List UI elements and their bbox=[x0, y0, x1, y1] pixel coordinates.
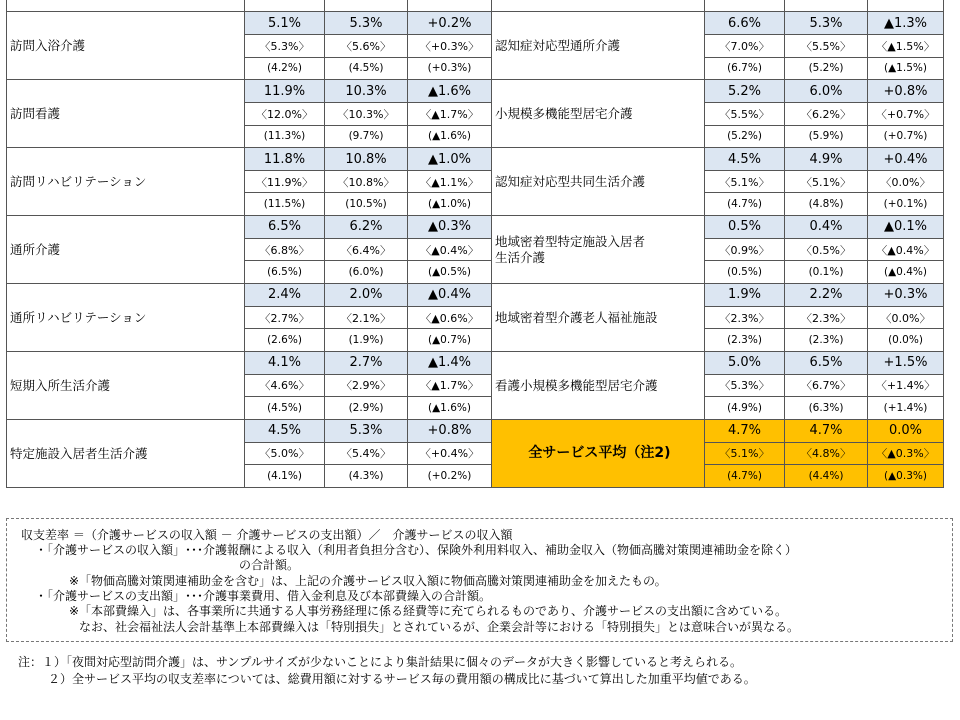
footnote-2: ２）全サービス平均の収支差率については、総費用額に対するサービス毎の費用額の構成比に基づいて算出した加重平均値である。 bbox=[48, 672, 756, 686]
service-name-text: 訪問入浴介護 bbox=[10, 38, 86, 53]
value-cell: +0.4% bbox=[868, 148, 944, 171]
value-cell: (4.2%) bbox=[245, 57, 325, 80]
value-cell: 〈10.8%〉 bbox=[325, 170, 408, 193]
service-name bbox=[492, 216, 705, 284]
value-cell: 〈2.9%〉 bbox=[325, 374, 408, 397]
value-cell: 〈+0.3%〉 bbox=[408, 35, 492, 58]
cut-cell bbox=[785, 0, 868, 12]
value-cell: 〈+0.7%〉 bbox=[868, 102, 944, 125]
service-name-text: 短期入所生活介護 bbox=[10, 377, 111, 393]
value-cell: 11.8% bbox=[245, 148, 325, 171]
value-cell: 〈+1.4%〉 bbox=[868, 374, 944, 397]
service-name bbox=[7, 148, 245, 216]
value-cell: +0.3% bbox=[868, 284, 944, 307]
value-cell: (▲0.3%) bbox=[868, 465, 944, 488]
value-cell: 〈0.0%〉 bbox=[868, 170, 944, 193]
value-cell: (4.8%) bbox=[785, 193, 868, 216]
value-cell: ▲1.0% bbox=[408, 148, 492, 171]
value-cell: 6.5% bbox=[245, 216, 325, 239]
value-cell: 〈▲0.4%〉 bbox=[868, 238, 944, 261]
cut-cell bbox=[245, 0, 325, 12]
cut-cell bbox=[408, 0, 492, 12]
service-name-text: 通所リハビリテーション bbox=[10, 309, 147, 325]
value-cell: +1.5% bbox=[868, 351, 944, 374]
formula-text: 収支差率 ＝（介護サービスの収入額 － 介護サービスの支出額）／ 介護サービスの収入額 bbox=[21, 528, 513, 542]
expense-note: ※「本部費繰入」は、各事業所に共通する人事労務経理に係る経費等に充てられるものであり、介護サービスの支出額に含めている。 bbox=[69, 604, 788, 618]
table-row bbox=[7, 12, 944, 35]
value-cell: 〈10.3%〉 bbox=[325, 102, 408, 125]
income-note: ※「物価高騰対策関連補助金を含む」は、上記の介護サービス収入額に物価高騰対策関連補助金を加えたもの。 bbox=[69, 574, 667, 588]
value-cell: 6.6% bbox=[705, 12, 785, 35]
cut-cell bbox=[705, 0, 785, 12]
value-cell: 4.7% bbox=[705, 419, 785, 442]
value-cell: (2.3%) bbox=[785, 329, 868, 352]
value-cell: (0.0%) bbox=[868, 329, 944, 352]
value-cell: 〈▲0.3%〉 bbox=[868, 442, 944, 465]
value-cell: 5.3% bbox=[325, 12, 408, 35]
value-cell: 0.0% bbox=[868, 419, 944, 442]
service-name bbox=[7, 284, 245, 352]
value-cell: +0.8% bbox=[868, 80, 944, 103]
cut-cell bbox=[868, 0, 944, 12]
table-row bbox=[7, 284, 944, 307]
value-cell: (5.2%) bbox=[705, 125, 785, 148]
value-cell: +0.2% bbox=[408, 12, 492, 35]
service-name-text-line2: 生活介護 bbox=[495, 249, 546, 265]
definitions-box bbox=[6, 518, 953, 642]
expense-definition: ・「介護サービスの支出額」･･･介護事業費用、借入金利息及び本部費繰入の合計額。 bbox=[35, 589, 492, 603]
service-name-text: 通所介護 bbox=[10, 241, 61, 257]
value-cell: (4.5%) bbox=[325, 57, 408, 80]
service-name-text: 全サービス平均（注2) bbox=[528, 444, 671, 461]
service-name bbox=[492, 12, 705, 80]
value-cell: (▲1.0%) bbox=[408, 193, 492, 216]
value-cell: (4.7%) bbox=[705, 465, 785, 488]
value-cell: 6.2% bbox=[325, 216, 408, 239]
value-cell: 〈▲0.6%〉 bbox=[408, 306, 492, 329]
expense-note-cont: なお、社会福祉法人会計基準上本部費繰入は「特別損失」とされているが、企業会計等における「特別損失」とは意味合いが異なる。 bbox=[79, 620, 800, 634]
value-cell: 〈5.1%〉 bbox=[705, 170, 785, 193]
value-cell: 〈5.3%〉 bbox=[245, 35, 325, 58]
value-cell: 〈▲1.1%〉 bbox=[408, 170, 492, 193]
value-cell: 〈0.0%〉 bbox=[868, 306, 944, 329]
value-cell: (6.3%) bbox=[785, 397, 868, 420]
value-cell: 〈2.1%〉 bbox=[325, 306, 408, 329]
income-definition-cont: の合計額。 bbox=[239, 558, 300, 572]
income-definition: ・「介護サービスの収入額」･･･介護報酬による収入（利用者負担分含む）、保険外利用料収入、補助金収入（物価高騰対策関連補助金を除く） bbox=[35, 543, 798, 557]
value-cell: 〈5.3%〉 bbox=[705, 374, 785, 397]
value-cell: 〈5.1%〉 bbox=[705, 442, 785, 465]
value-cell: +0.8% bbox=[408, 419, 492, 442]
value-cell: 〈▲1.7%〉 bbox=[408, 374, 492, 397]
value-cell: 4.1% bbox=[245, 351, 325, 374]
value-cell: (4.9%) bbox=[705, 397, 785, 420]
service-name bbox=[492, 148, 705, 216]
table-row bbox=[7, 80, 944, 103]
table-row bbox=[7, 216, 944, 239]
value-cell: 0.4% bbox=[785, 216, 868, 239]
value-cell: (2.6%) bbox=[245, 329, 325, 352]
value-cell: 4.5% bbox=[705, 148, 785, 171]
value-cell: 6.0% bbox=[785, 80, 868, 103]
value-cell: (+1.4%) bbox=[868, 397, 944, 420]
value-cell: ▲1.3% bbox=[868, 12, 944, 35]
table-row bbox=[7, 351, 944, 374]
value-cell: ▲0.3% bbox=[408, 216, 492, 239]
value-cell: ▲1.4% bbox=[408, 351, 492, 374]
footnote-1: 注：１）「夜間対応型訪問介護」は、サンプルサイズが少ないことにより集計結果に個々のデータが大きく影響していると考えられる。 bbox=[18, 655, 742, 669]
service-name-text: 訪問リハビリテーション bbox=[10, 173, 147, 189]
value-cell: 5.3% bbox=[785, 12, 868, 35]
value-cell: (9.7%) bbox=[325, 125, 408, 148]
value-cell: 〈11.9%〉 bbox=[245, 170, 325, 193]
value-cell: 〈▲1.5%〉 bbox=[868, 35, 944, 58]
table-row bbox=[7, 419, 944, 442]
value-cell: (▲0.7%) bbox=[408, 329, 492, 352]
value-cell: 〈0.5%〉 bbox=[785, 238, 868, 261]
value-cell: 2.0% bbox=[325, 284, 408, 307]
value-cell: 5.2% bbox=[705, 80, 785, 103]
value-cell: 11.9% bbox=[245, 80, 325, 103]
service-name-text: 訪問看護 bbox=[10, 105, 61, 121]
value-cell: (4.7%) bbox=[705, 193, 785, 216]
value-cell: 2.2% bbox=[785, 284, 868, 307]
value-cell: (▲1.6%) bbox=[408, 397, 492, 420]
margin-table bbox=[6, 0, 944, 488]
value-cell: 5.3% bbox=[325, 419, 408, 442]
value-cell: (10.5%) bbox=[325, 193, 408, 216]
service-name-text: 地域密着型特定施設入居者 bbox=[495, 233, 646, 249]
value-cell: (5.9%) bbox=[785, 125, 868, 148]
value-cell: 0.5% bbox=[705, 216, 785, 239]
value-cell: (2.9%) bbox=[325, 397, 408, 420]
service-name bbox=[492, 419, 705, 487]
value-cell: (4.3%) bbox=[325, 465, 408, 488]
value-cell: 〈6.2%〉 bbox=[785, 102, 868, 125]
value-cell: 〈▲0.4%〉 bbox=[408, 238, 492, 261]
value-cell: (4.1%) bbox=[245, 465, 325, 488]
value-cell: 〈5.1%〉 bbox=[785, 170, 868, 193]
value-cell: 〈0.9%〉 bbox=[705, 238, 785, 261]
value-cell: 2.4% bbox=[245, 284, 325, 307]
value-cell: (11.5%) bbox=[245, 193, 325, 216]
value-cell: (+0.3%) bbox=[408, 57, 492, 80]
value-cell: ▲1.6% bbox=[408, 80, 492, 103]
service-name-text: 看護小規模多機能型居宅介護 bbox=[495, 377, 658, 393]
value-cell: 10.3% bbox=[325, 80, 408, 103]
value-cell: (▲1.5%) bbox=[868, 57, 944, 80]
cut-off-row bbox=[7, 0, 944, 12]
value-cell: (0.1%) bbox=[785, 261, 868, 284]
value-cell: (2.3%) bbox=[705, 329, 785, 352]
value-cell: 〈4.6%〉 bbox=[245, 374, 325, 397]
value-cell: (0.5%) bbox=[705, 261, 785, 284]
cut-cell bbox=[492, 0, 705, 12]
value-cell: 6.5% bbox=[785, 351, 868, 374]
cut-cell bbox=[7, 0, 245, 12]
value-cell: 〈6.4%〉 bbox=[325, 238, 408, 261]
value-cell: (▲0.4%) bbox=[868, 261, 944, 284]
value-cell: (1.9%) bbox=[325, 329, 408, 352]
service-name-text: 認知症対応型共同生活介護 bbox=[495, 173, 646, 189]
service-name bbox=[7, 216, 245, 284]
value-cell: 〈+0.4%〉 bbox=[408, 442, 492, 465]
service-name bbox=[7, 419, 245, 487]
value-cell: 4.9% bbox=[785, 148, 868, 171]
value-cell: (▲0.5%) bbox=[408, 261, 492, 284]
value-cell: (5.2%) bbox=[785, 57, 868, 80]
service-name bbox=[492, 284, 705, 352]
value-cell: (+0.7%) bbox=[868, 125, 944, 148]
value-cell: ▲0.4% bbox=[408, 284, 492, 307]
service-name bbox=[7, 80, 245, 148]
value-cell: 〈5.6%〉 bbox=[325, 35, 408, 58]
service-name bbox=[492, 351, 705, 419]
value-cell: ▲0.1% bbox=[868, 216, 944, 239]
value-cell: 5.0% bbox=[705, 351, 785, 374]
value-cell: 4.5% bbox=[245, 419, 325, 442]
value-cell: 〈5.5%〉 bbox=[705, 102, 785, 125]
service-name-text: 特定施設入居者生活介護 bbox=[10, 445, 148, 461]
service-name-text: 認知症対応型通所介護 bbox=[495, 38, 621, 53]
value-cell: 〈7.0%〉 bbox=[705, 35, 785, 58]
value-cell: (11.3%) bbox=[245, 125, 325, 148]
value-cell: 10.8% bbox=[325, 148, 408, 171]
value-cell: (6.5%) bbox=[245, 261, 325, 284]
value-cell: 〈12.0%〉 bbox=[245, 102, 325, 125]
value-cell: 〈4.8%〉 bbox=[785, 442, 868, 465]
value-cell: (+0.1%) bbox=[868, 193, 944, 216]
value-cell: 〈5.5%〉 bbox=[785, 35, 868, 58]
table-row bbox=[7, 148, 944, 171]
value-cell: (6.0%) bbox=[325, 261, 408, 284]
value-cell: (4.4%) bbox=[785, 465, 868, 488]
value-cell: 4.7% bbox=[785, 419, 868, 442]
value-cell: 〈6.7%〉 bbox=[785, 374, 868, 397]
value-cell: 1.9% bbox=[705, 284, 785, 307]
value-cell: 〈2.3%〉 bbox=[705, 306, 785, 329]
service-name bbox=[492, 80, 705, 148]
service-name bbox=[7, 12, 245, 80]
value-cell: 〈5.0%〉 bbox=[245, 442, 325, 465]
value-cell: 〈▲1.7%〉 bbox=[408, 102, 492, 125]
value-cell: 〈5.4%〉 bbox=[325, 442, 408, 465]
value-cell: (▲1.6%) bbox=[408, 125, 492, 148]
value-cell: (6.7%) bbox=[705, 57, 785, 80]
value-cell: 2.7% bbox=[325, 351, 408, 374]
value-cell: 〈2.7%〉 bbox=[245, 306, 325, 329]
footnotes bbox=[18, 654, 756, 688]
value-cell: (4.5%) bbox=[245, 397, 325, 420]
cut-cell bbox=[325, 0, 408, 12]
service-name-text: 地域密着型介護老人福祉施設 bbox=[495, 309, 658, 325]
service-name-text: 小規模多機能型居宅介護 bbox=[495, 105, 633, 121]
value-cell: (+0.2%) bbox=[408, 465, 492, 488]
value-cell: 5.1% bbox=[245, 12, 325, 35]
service-name bbox=[7, 351, 245, 419]
value-cell: 〈2.3%〉 bbox=[785, 306, 868, 329]
value-cell: 〈6.8%〉 bbox=[245, 238, 325, 261]
